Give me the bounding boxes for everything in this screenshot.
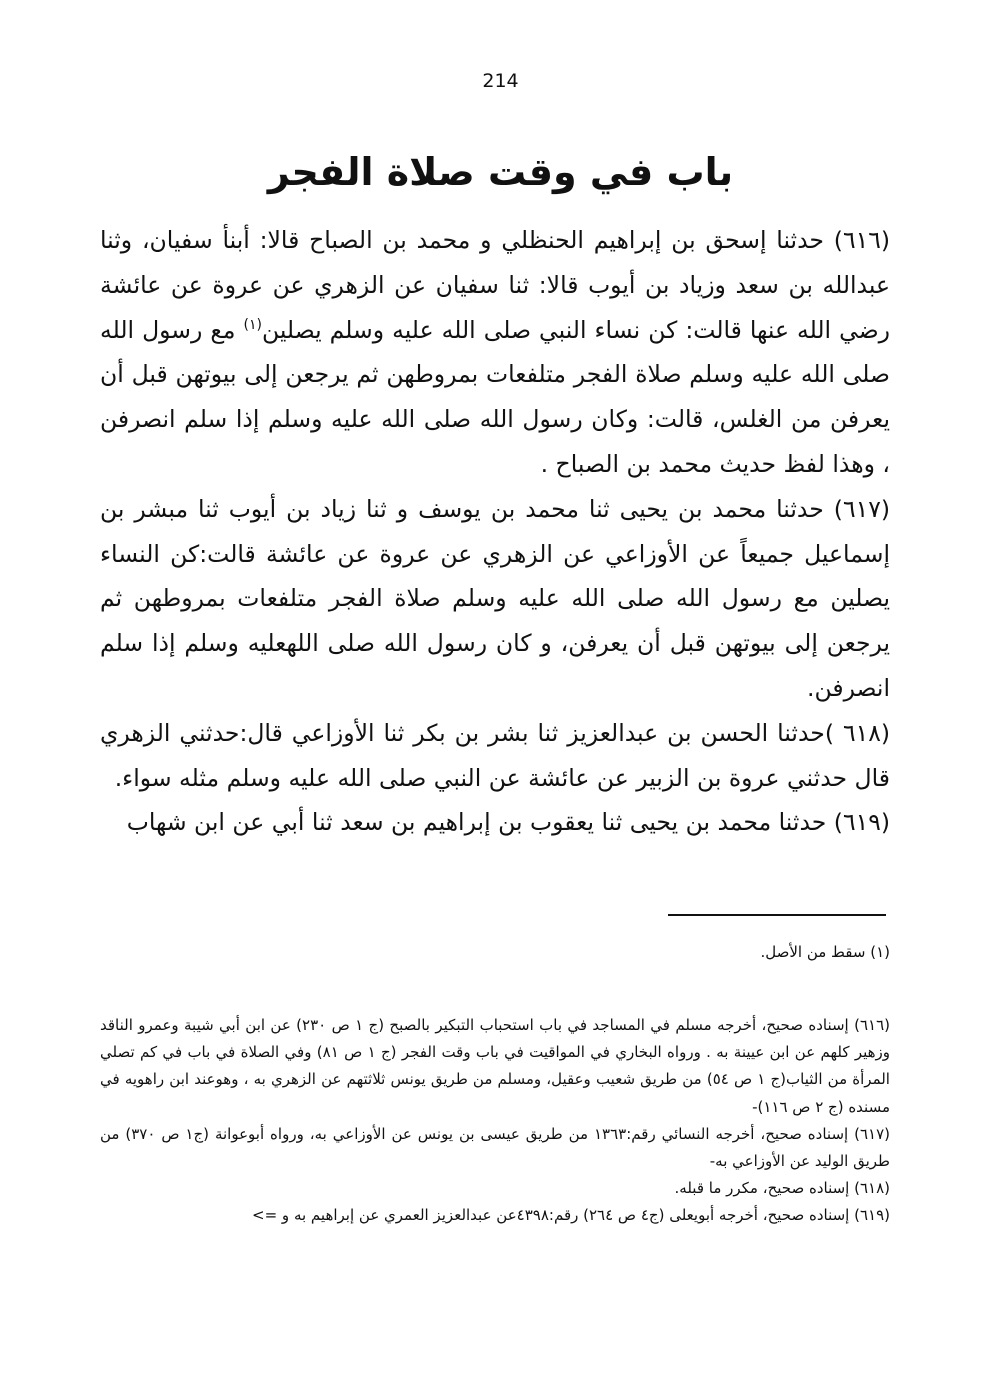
hadith-616 bbox=[100, 218, 890, 487]
footnote-divider bbox=[668, 914, 886, 916]
hadith-617: (٦١٧) حدثنا محمد بن يحيى ثنا محمد بن يوسف و ثنا زياد بن أيوب ثنا مبشر بن إسماعيل جميعاً عن الأوزاعي عن الزهري عن عروة عن عائشة قالت:كن النساء يصلين مع رسول الله صلى الله عليه وسلم صلاة الفجر متلفعات بمروطهن ثم يرجعن إلى بيوتهن قبل أن يعرفن، و كان رسول الله صلى اللهعليه وسلم إذا سلم انصرفن. bbox=[100, 494, 890, 702]
hadith-616-text-end: مع رسول الله صلى الله عليه وسلم صلاة الفجر متلفعات بمروطهن ثم يرجعن إلى بيوتهن قبل أن يعرفن من الغلس، قالت: وكان رسول الله صلى الله عليه وسلم إذا سلم انصرفن ، وهذا لفظ حديث محمد بن الصباح . bbox=[100, 315, 890, 478]
chapter-title: باب في وقت صلاة الفجر bbox=[267, 150, 734, 194]
page-number: 214 bbox=[482, 70, 519, 92]
hadith-text bbox=[100, 218, 890, 845]
footnote-reference-1[interactable]: (١) bbox=[243, 316, 262, 333]
hadith-619: (٦١٩) حدثنا محمد بن يحيى ثنا يعقوب بن إبراهيم بن سعد ثنا أبي عن ابن شهاب bbox=[126, 808, 890, 837]
source-note-619: (٦١٩) إسناده صحيح، أخرجه أبويعلى (ج٤ ص ٢٦٤) رقم:٤٣٩٨عن عبدالعزيز العمري عن إبراهيم به و => bbox=[252, 1206, 890, 1225]
source-note-616: (٦١٦) إسناده صحيح، أخرجه مسلم في المساجد في باب استحباب التبكير بالصبح (ج ١ ص ٢٣٠) عن ابن أبي شيبة وعمرو الناقد وزهير كلهم عن ابن عيينة به . ورواه البخاري في المواقيت في باب وقت الفجر (ج ١ ص ٨١) وفي الصلاة في باب في كم تصلي المرأة من الثياب(ج ١ ص ٥٤) من طريق شعيب وعقيل، ومسلم من طريق يونس ثلاثتهم عن الزهري به ، وهوعند ابن راهويه في مسنده (ج ٢ ص ١١٦)- bbox=[100, 1016, 891, 1116]
hadith-616-text-start: (٦١٦) حدثنا إسحق بن إبراهيم الحنظلي و محمد بن الصباح قالا: أبنأ سفيان، وثنا عبدالله بن سعد وزياد بن أيوب قالا: ثنا سفيان عن الزهري عن عروة عن عائشة رضي الله عنها قالت: كن نساء النبي صلى الله عليه وسلم يصلين bbox=[100, 226, 890, 344]
hadith-618: (٦١٨ )حدثنا الحسن بن عبدالعزيز ثنا بشر بن بكر ثنا الأوزاعي قال:حدثني الزهري قال حدثني عروة بن الزبير عن عائشة عن النبي صلى الله عليه وسلم مثله سواء. bbox=[100, 718, 890, 792]
source-note-617: (٦١٧) إسناده صحيح، أخرجه النسائي رقم:١٣٦٣ من طريق عيسى بن يونس عن الأوزاعي به، ورواه أبوعوانة (ج١ ص ٣٧٠) من طريق الوليد عن الأوزاعي به- bbox=[100, 1124, 890, 1171]
source-note-618: (٦١٨) إسناده صحيح، مكرر ما قبله. bbox=[674, 1179, 890, 1198]
footnote-1: (١) سقط من الأصل. bbox=[760, 943, 890, 961]
source-notes bbox=[100, 1012, 890, 1230]
